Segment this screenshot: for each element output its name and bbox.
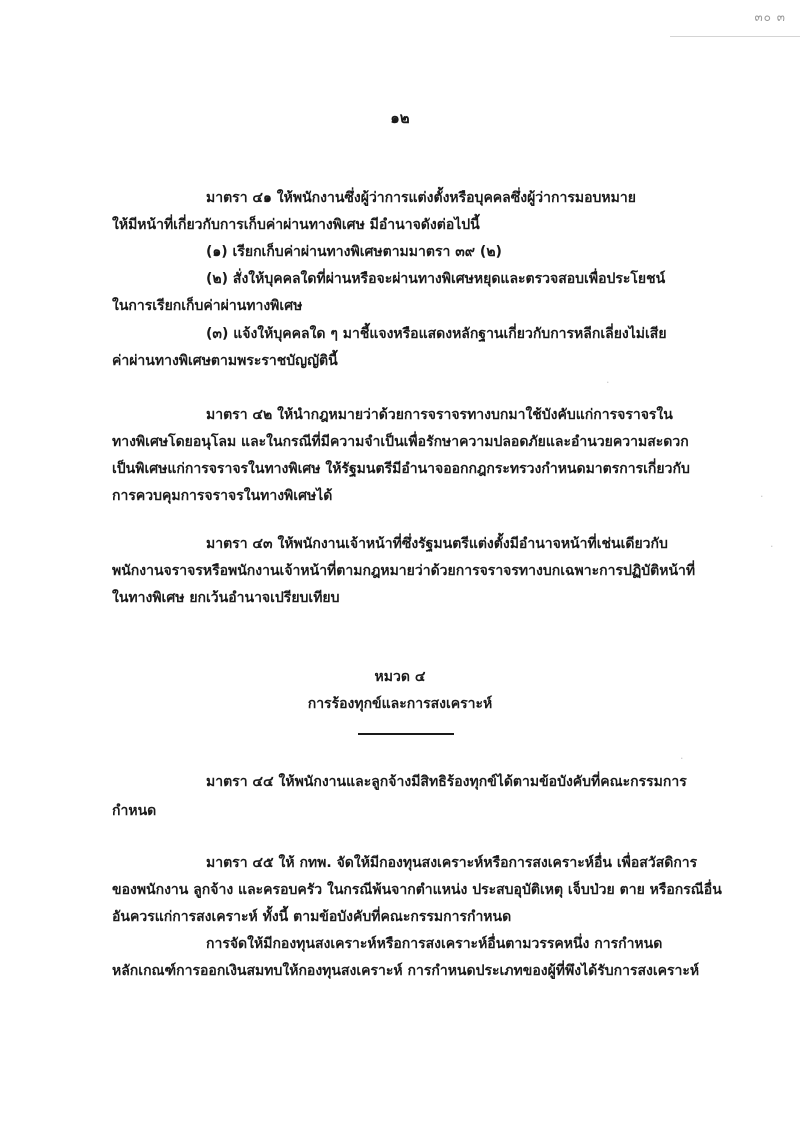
section-41-item-2-line-2: ในการเรียกเก็บค่าผ่านทางพิเศษ [112, 298, 303, 314]
scan-speck: · [770, 540, 774, 553]
section-44-line-1: มาตรา ๔๔ ให้พนักงานและลูกจ้างมีสิทธิร้องทุกข์ได้ตามข้อบังคับที่คณะกรรมการ [206, 774, 687, 790]
section-45-line-2: ของพนักงาน ลูกจ้าง และครอบครัว ในกรณีพ้นจากตำแหน่ง ประสบอุบัติเหตุ เจ็บป่วย ตาย หรือกรณีอื่น [112, 882, 722, 898]
section-42-line-1: มาตรา ๔๒ ให้นำกฎหมายว่าด้วยการจราจรทางบกมาใช้บังคับแก่การจราจรใน [206, 407, 673, 423]
section-43-line-1: มาตรา ๔๓ ให้พนักงานเจ้าหน้าที่ซึ่งรัฐมนตรีแต่งตั้งมีอำนาจหน้าที่เช่นเดียวกับ [206, 536, 668, 552]
section-41-item-2-line-1: (๒) สั่งให้บุคคลใดที่ผ่านหรือจะผ่านทางพิเศษหยุดและตรวจสอบเพื่อประโยชน์ [206, 271, 666, 287]
section-41-line-1: มาตรา ๔๑ ให้พนักงานซึ่งผู้ว่าการแต่งตั้งหรือบุคคลซึ่งผู้ว่าการมอบหมาย [206, 190, 636, 206]
section-43-line-3: ในทางพิเศษ ยกเว้นอำนาจเปรียบเทียบ [112, 590, 340, 606]
section-44-line-2: กำหนด [112, 803, 157, 819]
section-43-line-2: พนักงานจราจรหรือพนักงานเจ้าหน้าที่ตามกฎหมายว่าด้วยการจราจรทางบกเฉพาะการปฏิบัติหน้าที่ [112, 563, 696, 579]
section-45-line-1: มาตรา ๔๕ ให้ กทพ. จัดให้มีกองทุนสงเคราะห์หรือการสงเคราะห์อื่น เพื่อสวัสดิการ [206, 855, 698, 871]
chapter-subtitle: การร้องทุกข์และการสงเคราะห์ [307, 696, 493, 712]
section-42-line-4: การควบคุมการจราจรในทางพิเศษได้ [112, 488, 333, 504]
scan-speck: · [680, 752, 684, 765]
scan-speck: · [606, 376, 610, 389]
corner-stamp: ๓๐ ๓ [754, 10, 786, 24]
page-number: ๑๒ [390, 109, 410, 127]
chapter-title: หมวด ๔ [374, 669, 426, 685]
section-41-item-3-line-1: (๓) แจ้งให้บุคคลใด ๆ มาชี้แจงหรือแสดงหลักฐานเกี่ยวกับการหลีกเลี่ยงไม่เสีย [206, 326, 667, 342]
stamp-underline [670, 36, 800, 37]
section-42-line-3: เป็นพิเศษแก่การจราจรในทางพิเศษ ให้รัฐมนตรีมีอำนาจออกกฎกระทรวงกำหนดมาตรการเกี่ยวกับ [112, 461, 690, 477]
section-45-para-2-line-2: หลักเกณฑ์การออกเงินสมทบให้กองทุนสงเคราะห์ การกำหนดประเภทของผู้ที่พึงได้รับการสงเคราะห์ [112, 963, 700, 979]
chapter-divider [358, 733, 454, 735]
section-41-line-2: ให้มีหน้าที่เกี่ยวกับการเก็บค่าผ่านทางพิเศษ มีอำนาจดังต่อไปนี้ [112, 217, 480, 233]
scan-speck: · [760, 490, 764, 503]
section-41-item-1: (๑) เรียกเก็บค่าผ่านทางพิเศษตามมาตรา ๓๙ (๒) [206, 244, 502, 260]
section-42-line-2: ทางพิเศษโดยอนุโลม และในกรณีที่มีความจำเป็นเพื่อรักษาความปลอดภัยและอำนวยความสะดวก [112, 434, 689, 450]
section-41-item-3-line-2: ค่าผ่านทางพิเศษตามพระราชบัญญัตินี้ [112, 353, 338, 369]
section-45-para-2-line-1: การจัดให้มีกองทุนสงเคราะห์หรือการสงเคราะห์อื่นตามวรรคหนึ่ง การกำหนด [206, 936, 663, 952]
section-45-line-3: อันควรแก่การสงเคราะห์ ทั้งนี้ ตามข้อบังคับที่คณะกรรมการกำหนด [112, 909, 512, 925]
